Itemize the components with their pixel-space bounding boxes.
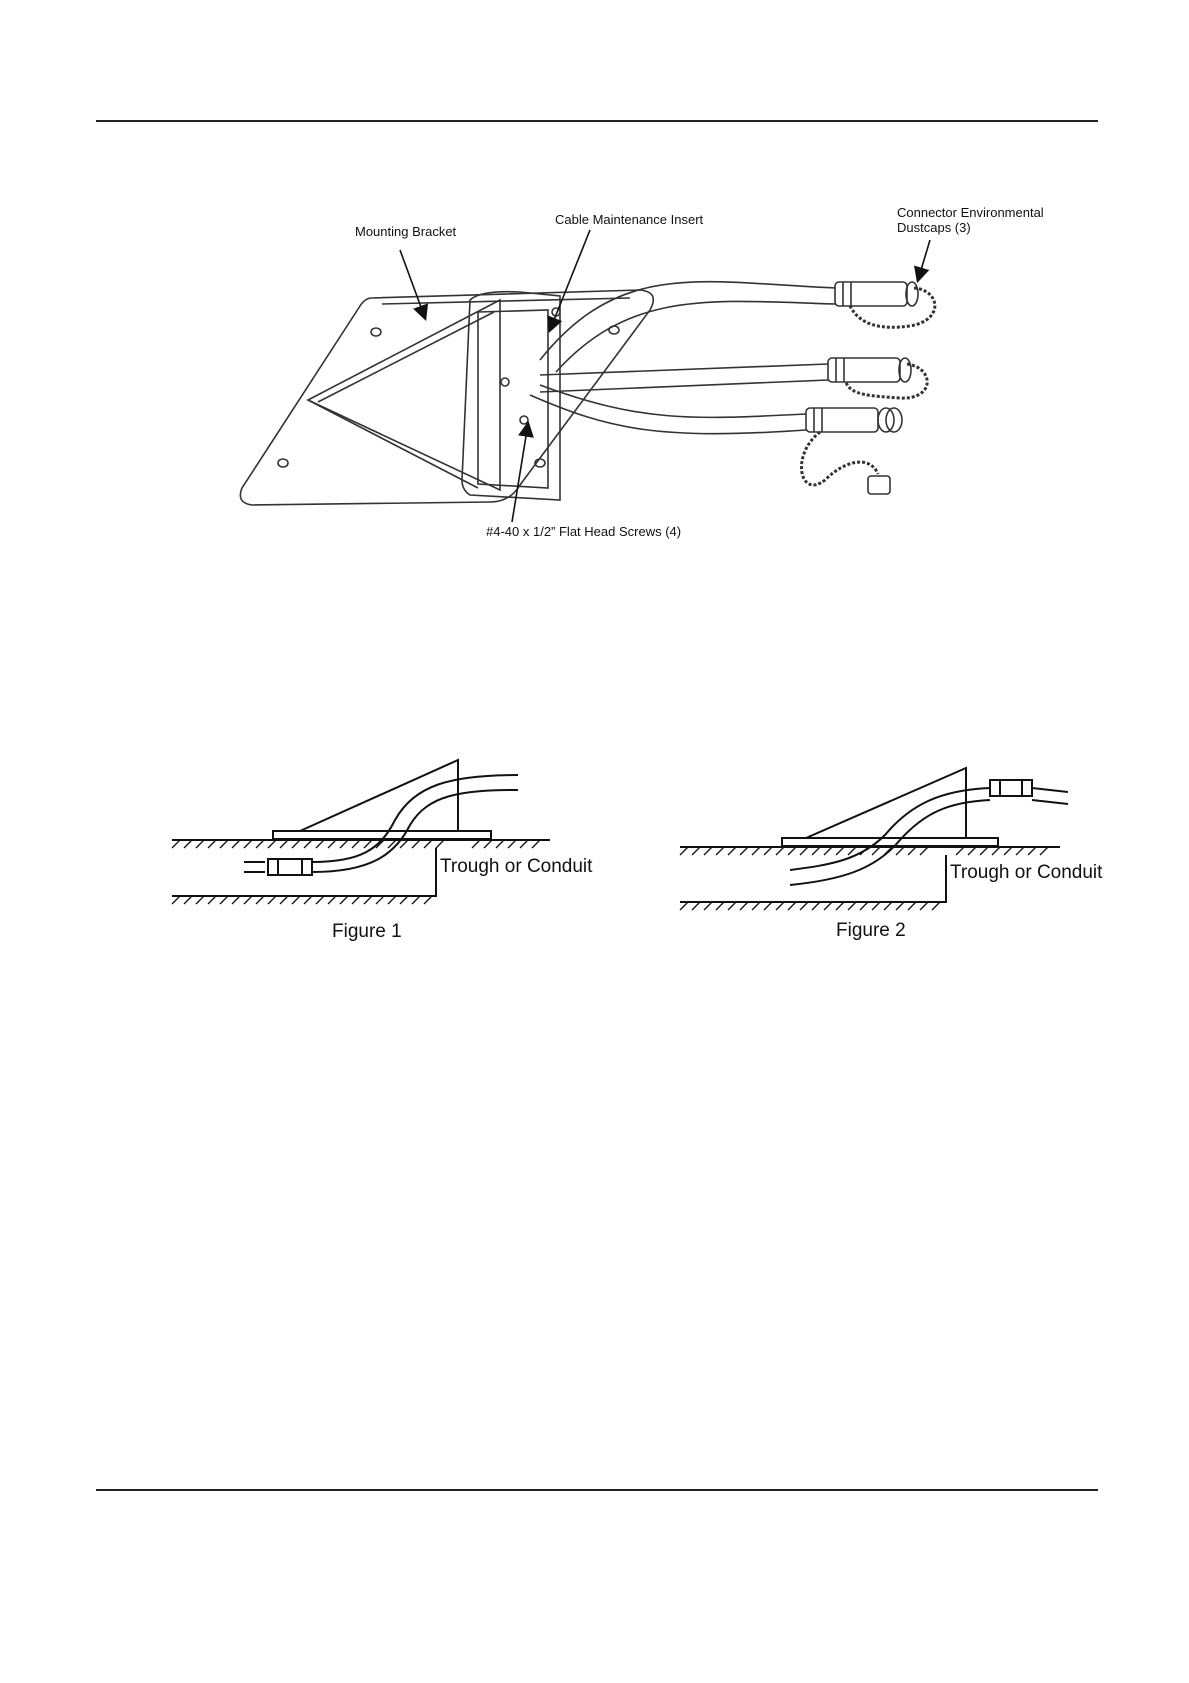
bracket-assembly-drawing (240, 282, 935, 505)
figure-2-drawing (680, 768, 1068, 910)
label-dustcaps-line2: Dustcaps (3) (897, 220, 971, 235)
figure-1-trough-label: Trough or Conduit (440, 856, 593, 877)
figure-2-trough-label: Trough or Conduit (950, 862, 1103, 883)
label-flat-head-screws: #4-40 x 1/2” Flat Head Screws (4) (486, 524, 682, 539)
label-dustcaps-line1: Connector Environmental (897, 205, 1044, 220)
figure-1-drawing (172, 760, 550, 904)
label-mounting-bracket: Mounting Bracket (355, 224, 457, 239)
leader-arrows (400, 230, 930, 522)
label-cable-maintenance-insert: Cable Maintenance Insert (555, 212, 704, 227)
figure-1-caption: Figure 1 (332, 921, 402, 942)
figure-2-caption: Figure 2 (836, 920, 906, 941)
